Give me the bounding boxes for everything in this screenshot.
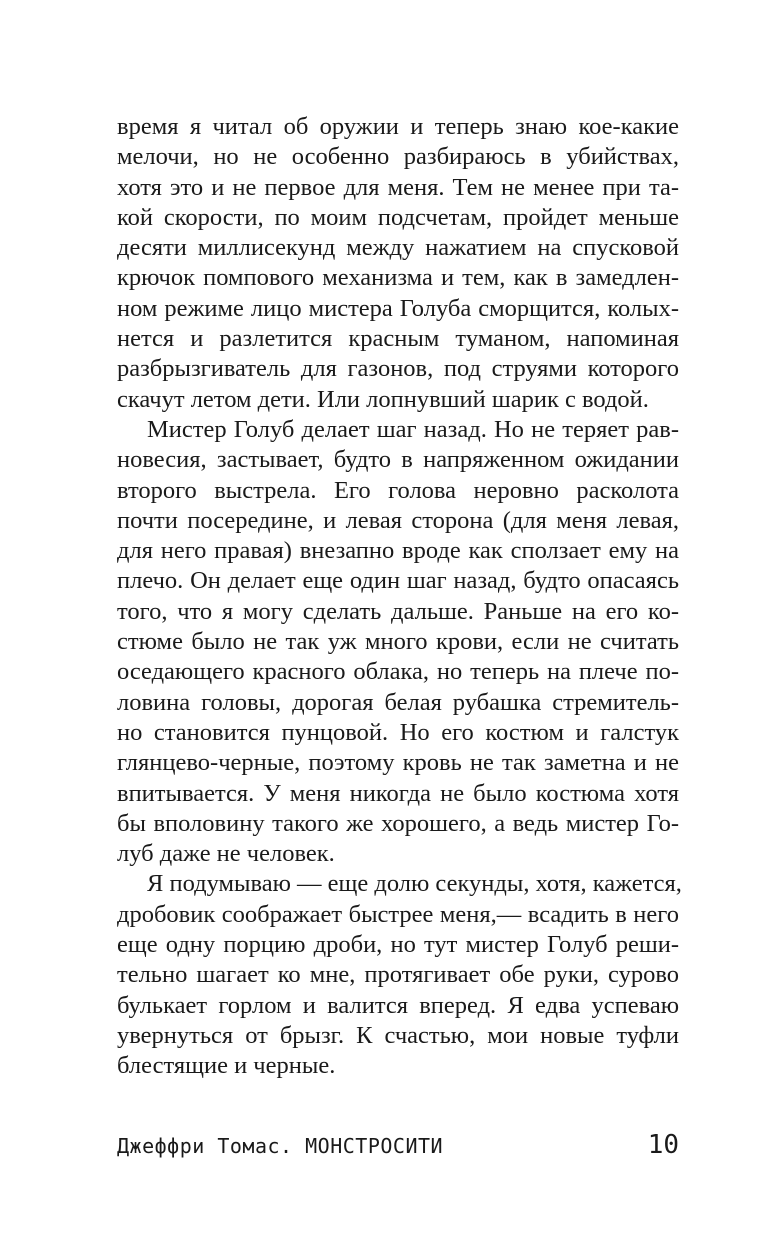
text-line: хотя это и не первое для меня. Тем не менее при та- xyxy=(117,173,679,201)
text-line: почти посередине, и левая сторона (для меня левая, xyxy=(117,506,679,534)
text-line: булькает горлом и валится вперед. Я едва успеваю xyxy=(117,991,679,1019)
text-line: блестящие и черные. xyxy=(117,1052,336,1080)
text-line: десяти миллисекунд между нажатием на спусковой xyxy=(117,234,679,262)
text-line: нется и разлетится красным туманом, напоминая xyxy=(117,325,679,353)
text-line: разбрызгиватель для газонов, под струями которого xyxy=(117,355,679,383)
text-line: мелочи, но не особенно разбираюсь в убийствах, xyxy=(117,143,679,171)
text-line: новесия, застывает, будто в напряженном ожидании xyxy=(117,446,679,474)
text-line: луб даже не человек. xyxy=(117,840,335,868)
text-line: плечо. Он делает еще один шаг назад, будто опасаясь xyxy=(117,567,679,595)
text-line: ловина головы, дорогая белая рубашка стремитель- xyxy=(117,688,679,716)
text-line: второго выстрела. Его голова неровно расколота xyxy=(117,476,679,504)
text-line: Мистер Голуб делает шаг назад. Но не теряет рав- xyxy=(147,415,679,443)
text-line: оседающего красного облака, но теперь на плече по- xyxy=(117,658,679,686)
text-line: кой скорости, по моим подсчетам, пройдет меньше xyxy=(117,203,679,231)
text-line: впитывается. У меня никогда не было костюма хотя xyxy=(117,779,679,807)
text-line: еще одну порцию дроби, но тут мистер Голуб реши- xyxy=(117,931,679,959)
running-footer-title: Джеффри Томас. МОНСТРОСИТИ xyxy=(117,1134,444,1158)
page-footer xyxy=(117,1130,679,1164)
text-line: дробовик соображает быстрее меня,— всадить в него xyxy=(117,900,679,928)
text-line: тельно шагает ко мне, протягивает обе руки, сурово xyxy=(117,961,679,989)
text-line: скачут летом дети. Или лопнувший шарик с водой. xyxy=(117,385,649,413)
body-text xyxy=(117,112,682,1082)
text-line: для него правая) внезапно вроде как сползает ему на xyxy=(117,537,679,565)
text-line: крючок помпового механизма и тем, как в замедлен- xyxy=(117,264,679,292)
text-line: стюме было не так уж много крови, если не считать xyxy=(117,628,679,656)
text-line: того, что я могу сделать дальше. Раньше на его ко- xyxy=(117,597,679,625)
text-line: но становится пунцовой. Но его костюм и галстук xyxy=(117,718,679,746)
text-line: увернуться от брызг. К счастью, мои новые туфли xyxy=(117,1021,679,1049)
text-line: время я читал об оружии и теперь знаю кое-какие xyxy=(117,113,679,140)
text-line: бы вполовину такого же хорошего, а ведь мистер Го- xyxy=(117,809,679,837)
page-number: 10 xyxy=(647,1130,679,1160)
text-line: Я подумываю — еще долю секунды, хотя, кажется, xyxy=(147,870,682,898)
text-line: глянцево-черные, поэтому кровь не так заметна и не xyxy=(117,749,679,777)
text-line: ном режиме лицо мистера Голуба сморщится, колых- xyxy=(117,294,679,322)
